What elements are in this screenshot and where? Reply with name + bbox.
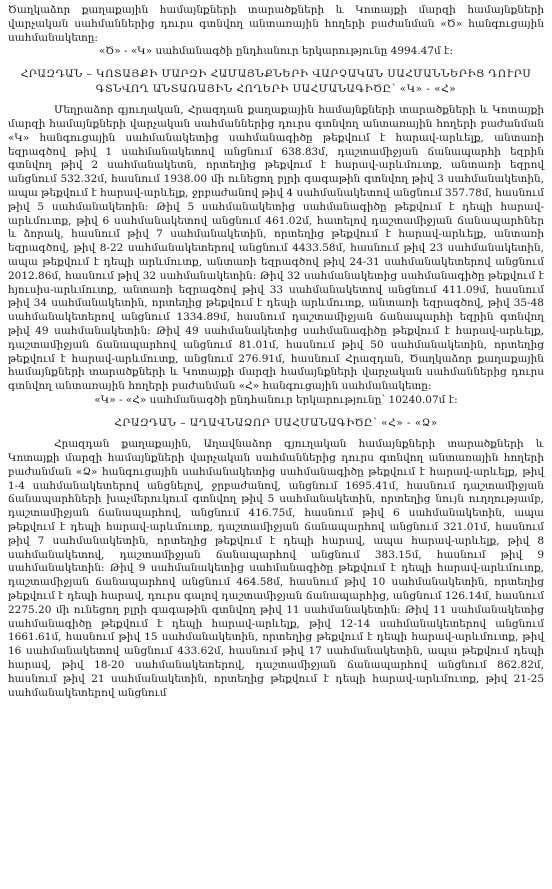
- section1-body: Մեղրաձոր գյուղական, Հրազդան քաղաքային համայնքների տարածքների և Կոտայքի մարզի համայնքների վարչական սահմաններից դուրս գտնվող անտառային հողերի բաժանման «Կ» հանգուցային սահմանակետից սահմանագիծը թեքվում է հարավ-արևելք, անտառի եզրագծով թիվ 1 սահմանակետով անցնում 638.83մ, դաշտամիջյան ճանապարհի եզրին գտնվող թիվ 2 սահմանակետն, որտեղից թեքվում է հարավ-արևմուտք, անտառի եզրով անցնում 532.32մ, հասնում 1938.00 մի ունեցող բլրի գագաթին գտնվող թիվ 3 սահմանակետին, ապա թեքվում է հարավ-արևելք, ջրբաժանով թիվ 4 սահմանակետով անցնում 357.78մ, հասնում թիվ 5 սահմանակետին: Թիվ 5 սահմանակետից սահմանագիծը թեքվում է դեպի հարավ-արևմուտք, թիվ 6 սահմանակետով անցնում 461.02մ, հատելով դաշտամիջյան ճանապարհներ և ձորակ, հասնում թիվ 7 սահմանակետին, որտեղից թեքվում է հարավ-արևելք, անտառի եզրագծով, թիվ 8-22 սահմանակետերով անցնում 4433.58մ, հասնում թիվ 23 սահմանակետին, ապա թեքվում է դեպի արևմուտք, անտառի եզրագծով թիվ 24-31 սահմանակետերով անցնում 2012.86մ, հասնում թիվ 32 սահմանակետին: Թիվ 32 սահմանակետից սահմանագիծը թեքվում է հյուսիս-արևմուտք, անտառի եզրագծով թիվ 33 սահմանակետով անցնում 411.09մ, հասնում թիվ 34 սահմանակետին, որտեղից թեքվում է դեպի արևմուտք, անտառի եզրագծով, թիվ 35-48 սահմանակետերով անցնում 1334.89մ, հասնում դաշտամիջյան ճանապարհի եզրին գտնվող թիվ 49 սահմանակետին: Թիվ 49 սահմանակետից սահմանագիծը թեքվում է հարավ-արևելք, դաշտամիջյան ճանապարհով անցնում 81.01մ, հասնում թիվ 50 սահմանակետին, որտեղից թեքվում է հարավ-արևմուտք, անցնում 276.91մ, հասնում Հրազդան, Ծաղկաձոր քաղաքային համայնքների տարածքների և Կոտայքի մարզի համայնքների վարչական սահմաններից դուրս գտնվող անտառային հողերի բաժանման «Հ» հանգուցային սահմանակետը:: [8, 104, 544, 393]
- section1-heading: [8, 67, 544, 96]
- section2-body: Հրազդան քաղաքային, Աղավնաձոր գյուղական համայնքների տարածքների և Կոտայքի մարզի համայնքների վարչական սահմաններից դուրս գտնվող անտառային հողերի բաժանման «Ձ» հանգուցային սահմանակետից սահմանագիծը թեքվում է հարավ-արևելք, թիվ 1-4 սահմանակետերով անցնելով, ջրբաժանով, անցնում 1695.41մ, հասնում դաշտամիջյան ճանապարհների խաչմերուկում գտնվող թիվ 5 սահմանակետին, որտեղից նույն ուղղությամբ, դաշտամիջյան ճանապարհով, անցնում 416.75մ, հասնում թիվ 6 սահմանակետին, ապա թեքվում է դեպի հարավ-արևմուտք, դաշտամիջյան ճանապարհով անցնում 321.01մ, հասնում թիվ 7 սահմանակետին, որտեղից թեքվում է դեպի հարավ, ապա հարավ-արևելք, թիվ 8 սահմանակետով, դաշտամիջյան ճանապարհով անցնում 383.15մ, հասնում թիվ 9 սահմանակետին: Թիվ 9 սահմանակետից սահմանագիծը թեքվում է դեպի հարավ-արևմուտք, դաշտամիջյան ճանապարհով անցնում 464.58մ, հասնում թիվ 10 սահմանակետին, որտեղից թեքվում է դեպի հարավ, դուրս գալով դաշտամիջյան ճանապարհից, անցնում 126.14մ, հասնում 2275.20 մի ունեցող բլրի գագաթին գտնվող թիվ 11 սահմանակետին: Թիվ 11 սահմանակետից սահմանագիծը թեքվում է դեպի հարավ-արևելք, թիվ 12-14 սահմանակետերով անցնում 1661.61մ, հասնում թիվ 15 սահմանակետին, որտեղից թեքվում է դեպի հարավ-արևմուտք, թիվ 16 սահմանակետով անցնում 433.62մ, հասնում թիվ 17 սահմանակետին, ապա թեքվում դեպի հարավ, թիվ 18-20 սահմանակետերով, դաշտամիջյան ճանապարհով անցնում 862.82մ, հասնում թիվ 21 սահմանակետին, որտեղից թեքվում է դեպի հարավ-արևմուտք, թիվ 21-25 սահմանակետերով անցնում: [8, 438, 544, 699]
- section1-total-length: «Կ» - «Հ» սահմանագծի ընդհանուր երկարությունը՝ 10240.07մ է:: [94, 393, 458, 406]
- section1-heading-line2: ԳՏՆՎՈՂ ԱՆՏԱՌԱՅԻՆ ՀՈՂԵՐԻ ՍԱՀՄԱՆԱԳԻԾԸ՝ «Կ» - «Հ»: [95, 82, 457, 95]
- intro-paragraph: Ծաղկաձոր քաղաքային համայնքների տարածքների և Կոտայքի մարզի համայնքների վարչական սահմաններից դուրս գտնվող անտառային հողերի բաժանման «Ծ» հանգուցային սահմանակետը:: [8, 4, 544, 44]
- section1-heading-line1: ՀՐԱԶԴԱՆ – ԿՈՏԱՅՔԻ ՄԱՐԶԻ ՀԱՄԱՅՆՔՆԵՐԻ ՎԱՐՉԱԿԱՆ ՍԱՀՄԱՆՆԵՐԻՑ ԴՈՒՐՍ: [20, 68, 532, 81]
- intro-total-length: «Ծ» - «Կ» սահմանագծի ընդհանուր երկարությունը 4994.47մ է:: [98, 45, 454, 58]
- section2-heading: ՀՐԱԶԴԱՆ – ԱՂԱՎՆԱՁՈՐ ՍԱՀՄԱՆԱԳԻԾԸ՝ «Հ» - «Ձ»: [114, 416, 438, 429]
